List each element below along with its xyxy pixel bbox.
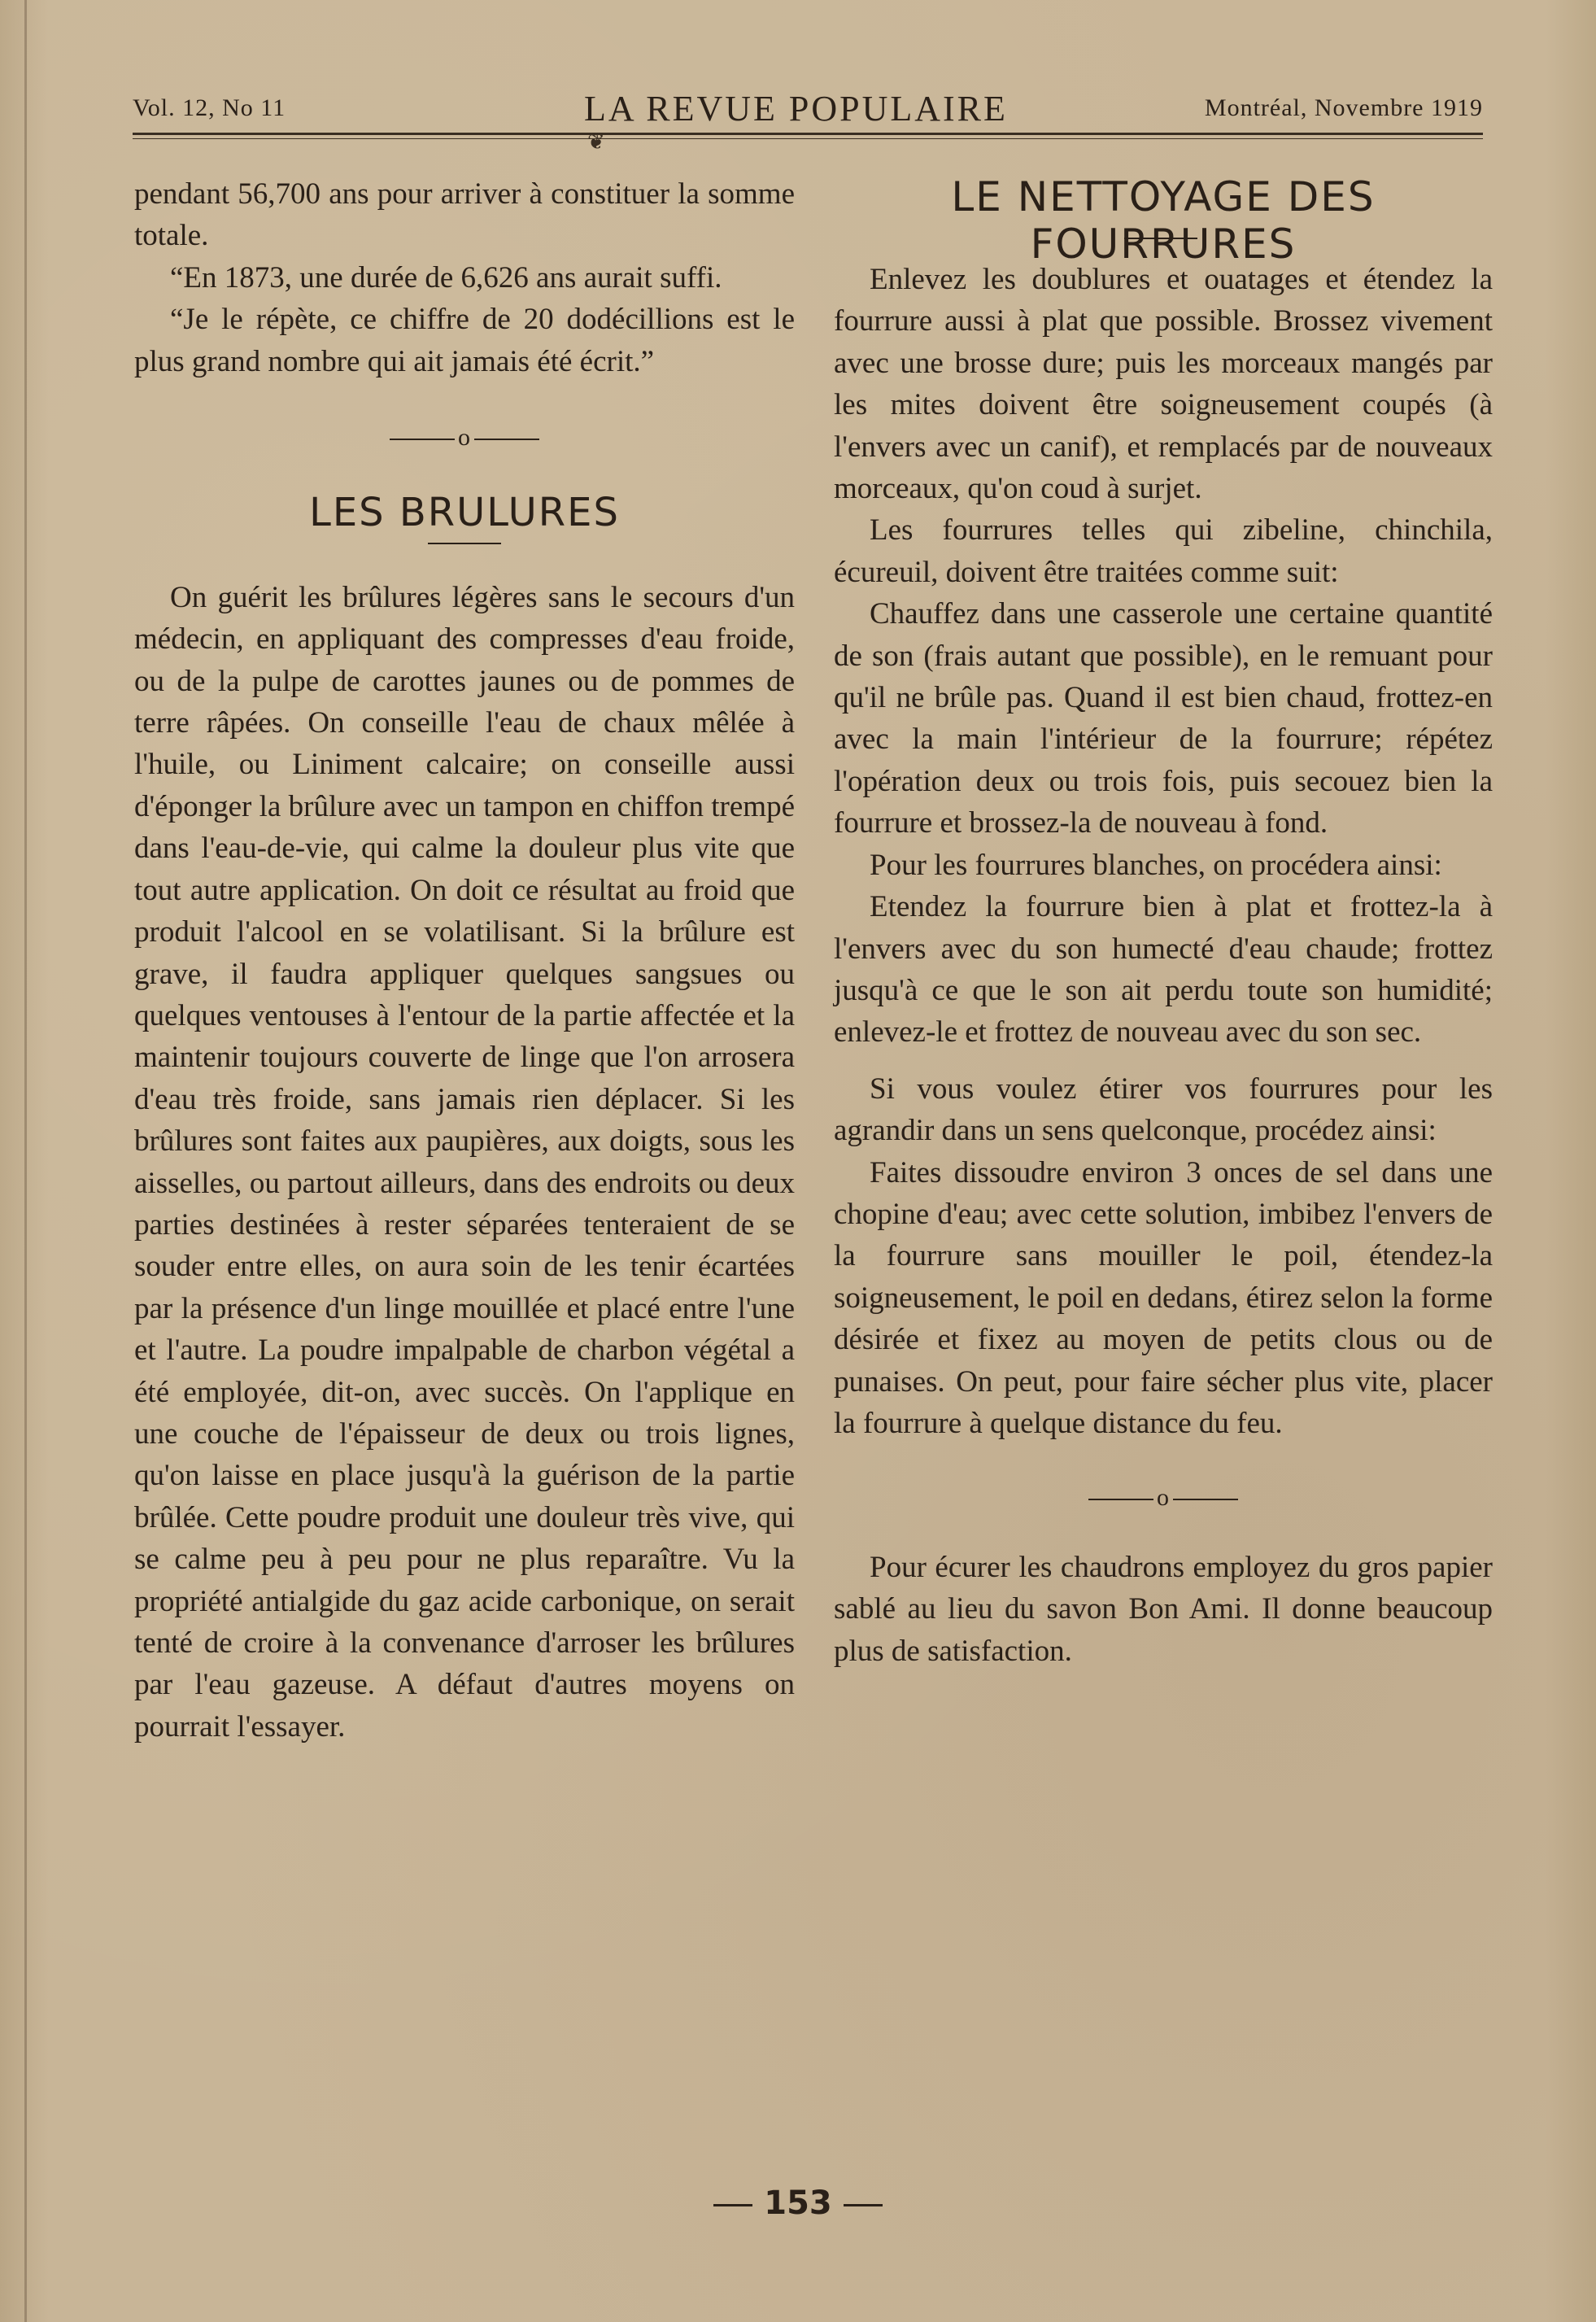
page-number bbox=[0, 2185, 1596, 2222]
title-rule bbox=[428, 543, 501, 544]
right-column bbox=[834, 259, 1493, 1672]
chaudrons-note: Pour écurer les chaudrons employez du gros papier sablé au lieu du savon Bon Ami. Il donne beaucoup plus de satisfaction. bbox=[834, 1550, 1493, 1668]
fourrures-paragraph-5: Etendez la fourrure bien à plat et frottez-la à l'envers avec du son humecté d'eau chaude; frottez jusqu'à ce que le son ait perdu toute son humidité; enlevez-le et frottez de nouveau avec du son sec. bbox=[834, 890, 1493, 1050]
section-separator bbox=[134, 417, 795, 458]
header-ornament-icon: ❦ bbox=[587, 130, 605, 154]
intro-paragraph-1: pendant 56,700 ans pour arriver à constituer la somme totale. bbox=[134, 177, 795, 253]
article-title-fourrures: LE NETTOYAGE DES FOURRURES bbox=[951, 173, 1376, 268]
separator-mark-right: o bbox=[1157, 1484, 1170, 1512]
section-separator-right bbox=[834, 1477, 1493, 1518]
publication-title: LA REVUE POPULAIRE bbox=[584, 89, 1008, 129]
page-header bbox=[133, 88, 1483, 137]
fourrures-paragraph-1: Enlevez les doublures et ouatages et étendez la fourrure aussi à plat que possible. Brossez vivement avec une brosse dure; puis les morceaux mangés par les mites doivent être soigneusement coupés (à l'envers avec un canif), et remplacés par de nouveaux morceaux, qu'on coud à surjet. bbox=[834, 263, 1493, 506]
fourrures-paragraph-4: Pour les fourrures blanches, on procédera ainsi: bbox=[870, 848, 1442, 882]
header-rule-thin bbox=[133, 138, 1483, 139]
volume-number: Vol. 12, No 11 bbox=[133, 94, 286, 121]
separator-mark: o bbox=[458, 424, 471, 452]
article-brulures-body: On guérit les brûlures légères sans le secours d'un médecin, en appliquant des compresses d'eau froide, ou de la pulpe de carottes jaunes ou de pommes de terre râpées. On conseille l'eau de chaux mêlée à l'huile, ou Liniment calcaire; on conseille aussi d'éponger la brûlure avec un tampon en chiffon trempé dans l'eau-de-vie, qui calme la douleur plus vite que tout autre application. On doit ce résultat au froid que produit l'alcool en se volatilisant. Si la brûlure est grave, il faudra appliquer quelques sangsues ou quelques ventouses à l'entour de la partie affectée et la maintenir toujours couverte de linge que l'on arrosera d'eau très froide, sans jamais rien déplacer. Si les brûlures sont faites aux paupières, aux doigts, sous les aisselles, ou partout ailleurs, dans des endroits ou deux parties destinées à rester séparées tenteraient de se souder entre elles, on aura soin de les tenir écartées par la présence d'un linge mouillée et placé entre l'une et l'autre. La poudre impalpable de charbon végétal a été employée, dit-on, avec succès. On l'applique en une couche de l'épaisseur de deux ou trois lignes, qu'on laisse en place jusqu'à la guérison de la partie brûlée. Cette poudre produit une douleur très vive, qui se calme peu à peu pour ne plus reparaître. Vu la propriété antialgide du gaz acide carbonique, on serait tenté de croire à la convenance d'arroser les brûlures par l'eau gazeuse. A défaut d'autres moyens on pourrait l'essayer. bbox=[134, 580, 795, 1744]
left-column bbox=[134, 173, 795, 1748]
intro-paragraph-3: “Je le répète, ce chiffre de 20 dodécillions est le plus grand nombre qui ait jamais été écrit.” bbox=[134, 303, 795, 378]
article-title-brulures: LES BRULURES bbox=[309, 490, 620, 536]
intro-paragraph-2: “En 1873, une durée de 6,626 ans aurait suffi. bbox=[170, 260, 722, 295]
header-rule bbox=[133, 133, 1483, 135]
issue-date: Montréal, Novembre 1919 bbox=[1204, 94, 1483, 121]
fourrures-paragraph-6: Si vous voulez étirer vos fourrures pour les agrandir dans un sens quelconque, procédez ainsi: bbox=[834, 1072, 1493, 1148]
fourrures-paragraph-3: Chauffez dans une casserole une certaine quantité de son (frais autant que possible), en le remuant pour qu'il ne brûle pas. Quand il est bien chaud, frottez-en avec la main l'intérieur de la fourrure; répétez l'opération deux ou trois fois, puis secouez bien la fourrure et brossez-la de nouveau à fond. bbox=[834, 597, 1493, 840]
fourrures-paragraph-2: Les fourrures telles qui zibeline, chinchila, écureuil, doivent être traitées comme suit: bbox=[834, 513, 1493, 589]
page-edge bbox=[24, 0, 27, 2322]
page-number-text: 153 bbox=[764, 2185, 832, 2222]
title-rule-right bbox=[1124, 238, 1197, 239]
fourrures-paragraph-7: Faites dissoudre environ 3 onces de sel dans une chopine d'eau; avec cette solution, imbibez l'envers de la fourrure sans mouiller le poil, étendez-la soigneusement, le poil en dedans, étirez selon la forme désirée et fixez au moyen de petits clous ou de punaises. On peut, pour faire sécher plus vite, placer la fourrure à quelque distance du feu. bbox=[834, 1155, 1493, 1440]
